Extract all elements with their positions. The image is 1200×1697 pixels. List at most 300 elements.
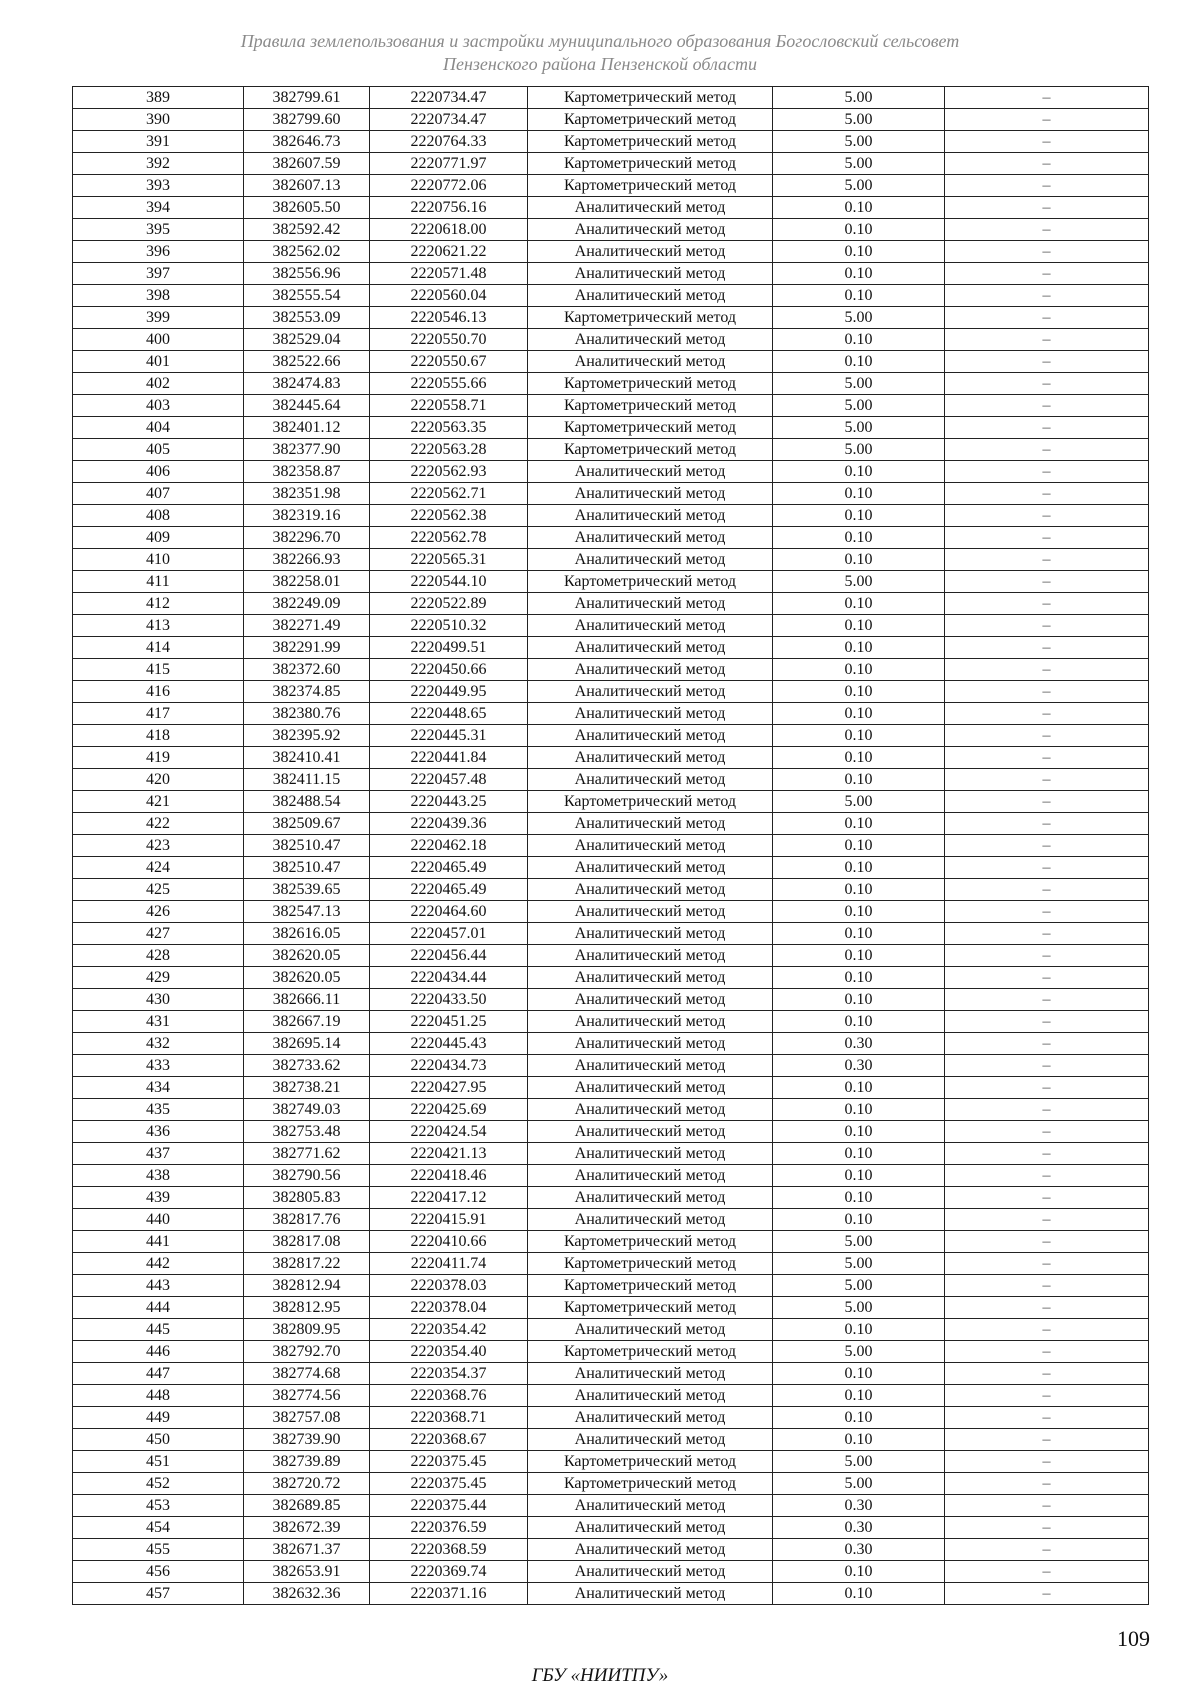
table-row <box>73 791 1149 813</box>
x-coordinate-cell: 382620.05 <box>244 945 370 967</box>
accuracy-cell: 5.00 <box>773 153 945 175</box>
note-cell: – <box>945 1033 1149 1055</box>
method-cell: Аналитический метод <box>528 989 773 1011</box>
method-cell: Аналитический метод <box>528 549 773 571</box>
table-row <box>73 879 1149 901</box>
accuracy-cell: 0.10 <box>773 747 945 769</box>
note-cell: – <box>945 1385 1149 1407</box>
accuracy-cell: 0.10 <box>773 901 945 923</box>
point-number-cell: 397 <box>73 263 244 285</box>
method-cell: Аналитический метод <box>528 197 773 219</box>
table-row <box>73 1495 1149 1517</box>
method-cell: Картометрический метод <box>528 1253 773 1275</box>
x-coordinate-cell: 382401.12 <box>244 417 370 439</box>
method-cell: Аналитический метод <box>528 1363 773 1385</box>
point-number-cell: 444 <box>73 1297 244 1319</box>
note-cell: – <box>945 131 1149 153</box>
method-cell: Аналитический метод <box>528 593 773 615</box>
accuracy-cell: 5.00 <box>773 131 945 153</box>
point-number-cell: 392 <box>73 153 244 175</box>
point-number-cell: 436 <box>73 1121 244 1143</box>
y-coordinate-cell: 2220465.49 <box>370 879 528 901</box>
note-cell: – <box>945 769 1149 791</box>
accuracy-cell: 0.10 <box>773 483 945 505</box>
method-cell: Аналитический метод <box>528 1429 773 1451</box>
method-cell: Картометрический метод <box>528 1451 773 1473</box>
accuracy-cell: 0.10 <box>773 197 945 219</box>
method-cell: Аналитический метод <box>528 637 773 659</box>
point-number-cell: 455 <box>73 1539 244 1561</box>
table-row <box>73 373 1149 395</box>
method-cell: Аналитический метод <box>528 351 773 373</box>
y-coordinate-cell: 2220445.43 <box>370 1033 528 1055</box>
point-number-cell: 440 <box>73 1209 244 1231</box>
y-coordinate-cell: 2220621.22 <box>370 241 528 263</box>
note-cell: – <box>945 1561 1149 1583</box>
y-coordinate-cell: 2220433.50 <box>370 989 528 1011</box>
x-coordinate-cell: 382812.95 <box>244 1297 370 1319</box>
accuracy-cell: 0.10 <box>773 1385 945 1407</box>
x-coordinate-cell: 382372.60 <box>244 659 370 681</box>
accuracy-cell: 0.10 <box>773 835 945 857</box>
x-coordinate-cell: 382672.39 <box>244 1517 370 1539</box>
accuracy-cell: 0.10 <box>773 329 945 351</box>
note-cell: – <box>945 681 1149 703</box>
y-coordinate-cell: 2220544.10 <box>370 571 528 593</box>
note-cell: – <box>945 1143 1149 1165</box>
y-coordinate-cell: 2220465.49 <box>370 857 528 879</box>
y-coordinate-cell: 2220562.93 <box>370 461 528 483</box>
table-row <box>73 1451 1149 1473</box>
method-cell: Аналитический метод <box>528 1407 773 1429</box>
y-coordinate-cell: 2220734.47 <box>370 109 528 131</box>
point-number-cell: 389 <box>73 87 244 109</box>
method-cell: Аналитический метод <box>528 725 773 747</box>
method-cell: Аналитический метод <box>528 1495 773 1517</box>
x-coordinate-cell: 382671.37 <box>244 1539 370 1561</box>
y-coordinate-cell: 2220457.48 <box>370 769 528 791</box>
x-coordinate-cell: 382374.85 <box>244 681 370 703</box>
table-row <box>73 307 1149 329</box>
accuracy-cell: 0.10 <box>773 1077 945 1099</box>
point-number-cell: 454 <box>73 1517 244 1539</box>
accuracy-cell: 0.30 <box>773 1033 945 1055</box>
point-number-cell: 452 <box>73 1473 244 1495</box>
point-number-cell: 417 <box>73 703 244 725</box>
x-coordinate-cell: 382553.09 <box>244 307 370 329</box>
note-cell: – <box>945 1275 1149 1297</box>
y-coordinate-cell: 2220375.45 <box>370 1473 528 1495</box>
method-cell: Картометрический метод <box>528 175 773 197</box>
point-number-cell: 439 <box>73 1187 244 1209</box>
point-number-cell: 428 <box>73 945 244 967</box>
method-cell: Аналитический метод <box>528 263 773 285</box>
method-cell: Картометрический метод <box>528 109 773 131</box>
x-coordinate-cell: 382799.60 <box>244 109 370 131</box>
note-cell: – <box>945 153 1149 175</box>
point-number-cell: 451 <box>73 1451 244 1473</box>
method-cell: Аналитический метод <box>528 1209 773 1231</box>
accuracy-cell: 0.10 <box>773 549 945 571</box>
y-coordinate-cell: 2220560.04 <box>370 285 528 307</box>
table-row <box>73 1187 1149 1209</box>
y-coordinate-cell: 2220434.44 <box>370 967 528 989</box>
accuracy-cell: 5.00 <box>773 1231 945 1253</box>
point-number-cell: 394 <box>73 197 244 219</box>
accuracy-cell: 5.00 <box>773 791 945 813</box>
accuracy-cell: 0.10 <box>773 659 945 681</box>
x-coordinate-cell: 382817.08 <box>244 1231 370 1253</box>
accuracy-cell: 5.00 <box>773 439 945 461</box>
note-cell: – <box>945 1363 1149 1385</box>
accuracy-cell: 5.00 <box>773 1451 945 1473</box>
y-coordinate-cell: 2220571.48 <box>370 263 528 285</box>
accuracy-cell: 0.10 <box>773 285 945 307</box>
table-row <box>73 1165 1149 1187</box>
y-coordinate-cell: 2220510.32 <box>370 615 528 637</box>
accuracy-cell: 5.00 <box>773 417 945 439</box>
point-number-cell: 433 <box>73 1055 244 1077</box>
y-coordinate-cell: 2220618.00 <box>370 219 528 241</box>
table-row <box>73 1319 1149 1341</box>
note-cell: – <box>945 1407 1149 1429</box>
accuracy-cell: 0.30 <box>773 1055 945 1077</box>
y-coordinate-cell: 2220378.04 <box>370 1297 528 1319</box>
x-coordinate-cell: 382817.76 <box>244 1209 370 1231</box>
accuracy-cell: 5.00 <box>773 1253 945 1275</box>
x-coordinate-cell: 382739.90 <box>244 1429 370 1451</box>
point-number-cell: 442 <box>73 1253 244 1275</box>
y-coordinate-cell: 2220550.67 <box>370 351 528 373</box>
note-cell: – <box>945 813 1149 835</box>
accuracy-cell: 0.30 <box>773 1517 945 1539</box>
note-cell: – <box>945 307 1149 329</box>
table-row <box>73 285 1149 307</box>
method-cell: Аналитический метод <box>528 1077 773 1099</box>
y-coordinate-cell: 2220417.12 <box>370 1187 528 1209</box>
method-cell: Картометрический метод <box>528 87 773 109</box>
x-coordinate-cell: 382271.49 <box>244 615 370 637</box>
x-coordinate-cell: 382411.15 <box>244 769 370 791</box>
x-coordinate-cell: 382555.54 <box>244 285 370 307</box>
y-coordinate-cell: 2220368.71 <box>370 1407 528 1429</box>
point-number-cell: 446 <box>73 1341 244 1363</box>
x-coordinate-cell: 382377.90 <box>244 439 370 461</box>
accuracy-cell: 5.00 <box>773 87 945 109</box>
table-row <box>73 1121 1149 1143</box>
table-row <box>73 747 1149 769</box>
table-row <box>73 1253 1149 1275</box>
note-cell: – <box>945 175 1149 197</box>
method-cell: Аналитический метод <box>528 1143 773 1165</box>
note-cell: – <box>945 659 1149 681</box>
note-cell: – <box>945 461 1149 483</box>
table-row <box>73 901 1149 923</box>
table-row <box>73 175 1149 197</box>
point-number-cell: 450 <box>73 1429 244 1451</box>
point-number-cell: 409 <box>73 527 244 549</box>
x-coordinate-cell: 382771.62 <box>244 1143 370 1165</box>
method-cell: Аналитический метод <box>528 1539 773 1561</box>
point-number-cell: 391 <box>73 131 244 153</box>
point-number-cell: 429 <box>73 967 244 989</box>
y-coordinate-cell: 2220558.71 <box>370 395 528 417</box>
note-cell: – <box>945 549 1149 571</box>
method-cell: Аналитический метод <box>528 1583 773 1605</box>
x-coordinate-cell: 382632.36 <box>244 1583 370 1605</box>
method-cell: Картометрический метод <box>528 1473 773 1495</box>
table-row <box>73 549 1149 571</box>
table-row <box>73 1055 1149 1077</box>
note-cell: – <box>945 1055 1149 1077</box>
note-cell: – <box>945 945 1149 967</box>
accuracy-cell: 0.10 <box>773 1363 945 1385</box>
point-number-cell: 447 <box>73 1363 244 1385</box>
note-cell: – <box>945 857 1149 879</box>
method-cell: Картометрический метод <box>528 439 773 461</box>
point-number-cell: 420 <box>73 769 244 791</box>
point-number-cell: 414 <box>73 637 244 659</box>
table-row <box>73 483 1149 505</box>
method-cell: Аналитический метод <box>528 1165 773 1187</box>
point-number-cell: 410 <box>73 549 244 571</box>
x-coordinate-cell: 382733.62 <box>244 1055 370 1077</box>
note-cell: – <box>945 747 1149 769</box>
accuracy-cell: 0.10 <box>773 1165 945 1187</box>
y-coordinate-cell: 2220354.37 <box>370 1363 528 1385</box>
table-row <box>73 1275 1149 1297</box>
x-coordinate-cell: 382291.99 <box>244 637 370 659</box>
x-coordinate-cell: 382689.85 <box>244 1495 370 1517</box>
table-row <box>73 593 1149 615</box>
x-coordinate-cell: 382753.48 <box>244 1121 370 1143</box>
table-row <box>73 681 1149 703</box>
table-row <box>73 967 1149 989</box>
x-coordinate-cell: 382620.05 <box>244 967 370 989</box>
accuracy-cell: 0.10 <box>773 945 945 967</box>
x-coordinate-cell: 382605.50 <box>244 197 370 219</box>
method-cell: Аналитический метод <box>528 659 773 681</box>
x-coordinate-cell: 382774.56 <box>244 1385 370 1407</box>
point-number-cell: 432 <box>73 1033 244 1055</box>
table-row <box>73 923 1149 945</box>
accuracy-cell: 5.00 <box>773 1297 945 1319</box>
point-number-cell: 415 <box>73 659 244 681</box>
table-row <box>73 659 1149 681</box>
note-cell: – <box>945 1429 1149 1451</box>
accuracy-cell: 0.30 <box>773 1539 945 1561</box>
method-cell: Картометрический метод <box>528 1231 773 1253</box>
method-cell: Картометрический метод <box>528 417 773 439</box>
table-row <box>73 571 1149 593</box>
x-coordinate-cell: 382509.67 <box>244 813 370 835</box>
method-cell: Картометрический метод <box>528 395 773 417</box>
note-cell: – <box>945 219 1149 241</box>
table-row <box>73 1297 1149 1319</box>
table-row <box>73 1561 1149 1583</box>
y-coordinate-cell: 2220410.66 <box>370 1231 528 1253</box>
table-row <box>73 769 1149 791</box>
x-coordinate-cell: 382522.66 <box>244 351 370 373</box>
method-cell: Аналитический метод <box>528 1055 773 1077</box>
point-number-cell: 453 <box>73 1495 244 1517</box>
table-row <box>73 1033 1149 1055</box>
x-coordinate-cell: 382809.95 <box>244 1319 370 1341</box>
x-coordinate-cell: 382774.68 <box>244 1363 370 1385</box>
note-cell: – <box>945 1253 1149 1275</box>
y-coordinate-cell: 2220378.03 <box>370 1275 528 1297</box>
x-coordinate-cell: 382749.03 <box>244 1099 370 1121</box>
table-row <box>73 725 1149 747</box>
y-coordinate-cell: 2220522.89 <box>370 593 528 615</box>
x-coordinate-cell: 382653.91 <box>244 1561 370 1583</box>
x-coordinate-cell: 382592.42 <box>244 219 370 241</box>
method-cell: Аналитический метод <box>528 769 773 791</box>
table-row <box>73 1407 1149 1429</box>
table-row <box>73 1363 1149 1385</box>
method-cell: Аналитический метод <box>528 219 773 241</box>
x-coordinate-cell: 382556.96 <box>244 263 370 285</box>
method-cell: Аналитический метод <box>528 923 773 945</box>
note-cell: – <box>945 725 1149 747</box>
table-row <box>73 945 1149 967</box>
accuracy-cell: 0.10 <box>773 1187 945 1209</box>
note-cell: – <box>945 109 1149 131</box>
method-cell: Картометрический метод <box>528 1297 773 1319</box>
y-coordinate-cell: 2220562.38 <box>370 505 528 527</box>
y-coordinate-cell: 2220427.95 <box>370 1077 528 1099</box>
table-row <box>73 1231 1149 1253</box>
table-row <box>73 1077 1149 1099</box>
y-coordinate-cell: 2220734.47 <box>370 87 528 109</box>
method-cell: Аналитический метод <box>528 285 773 307</box>
table-row <box>73 219 1149 241</box>
table-row <box>73 241 1149 263</box>
table-row <box>73 505 1149 527</box>
method-cell: Аналитический метод <box>528 835 773 857</box>
method-cell: Аналитический метод <box>528 681 773 703</box>
method-cell: Аналитический метод <box>528 1011 773 1033</box>
method-cell: Аналитический метод <box>528 241 773 263</box>
y-coordinate-cell: 2220499.51 <box>370 637 528 659</box>
page-number: 109 <box>1117 1626 1150 1651</box>
method-cell: Картометрический метод <box>528 791 773 813</box>
y-coordinate-cell: 2220448.65 <box>370 703 528 725</box>
y-coordinate-cell: 2220456.44 <box>370 945 528 967</box>
x-coordinate-cell: 382607.59 <box>244 153 370 175</box>
x-coordinate-cell: 382395.92 <box>244 725 370 747</box>
point-number-cell: 448 <box>73 1385 244 1407</box>
point-number-cell: 408 <box>73 505 244 527</box>
accuracy-cell: 0.10 <box>773 813 945 835</box>
accuracy-cell: 5.00 <box>773 1341 945 1363</box>
note-cell: – <box>945 571 1149 593</box>
y-coordinate-cell: 2220450.66 <box>370 659 528 681</box>
y-coordinate-cell: 2220457.01 <box>370 923 528 945</box>
method-cell: Аналитический метод <box>528 945 773 967</box>
y-coordinate-cell: 2220411.74 <box>370 1253 528 1275</box>
y-coordinate-cell: 2220563.35 <box>370 417 528 439</box>
note-cell: – <box>945 285 1149 307</box>
y-coordinate-cell: 2220464.60 <box>370 901 528 923</box>
point-number-cell: 406 <box>73 461 244 483</box>
y-coordinate-cell: 2220451.25 <box>370 1011 528 1033</box>
point-number-cell: 403 <box>73 395 244 417</box>
note-cell: – <box>945 417 1149 439</box>
point-number-cell: 425 <box>73 879 244 901</box>
table-row <box>73 835 1149 857</box>
method-cell: Аналитический метод <box>528 813 773 835</box>
x-coordinate-cell: 382319.16 <box>244 505 370 527</box>
accuracy-cell: 0.10 <box>773 219 945 241</box>
x-coordinate-cell: 382799.61 <box>244 87 370 109</box>
note-cell: – <box>945 351 1149 373</box>
accuracy-cell: 0.10 <box>773 1143 945 1165</box>
x-coordinate-cell: 382805.83 <box>244 1187 370 1209</box>
point-number-cell: 430 <box>73 989 244 1011</box>
x-coordinate-cell: 382695.14 <box>244 1033 370 1055</box>
note-cell: – <box>945 1187 1149 1209</box>
y-coordinate-cell: 2220550.70 <box>370 329 528 351</box>
point-number-cell: 398 <box>73 285 244 307</box>
note-cell: – <box>945 373 1149 395</box>
x-coordinate-cell: 382410.41 <box>244 747 370 769</box>
method-cell: Картометрический метод <box>528 307 773 329</box>
point-number-cell: 418 <box>73 725 244 747</box>
note-cell: – <box>945 527 1149 549</box>
accuracy-cell: 0.10 <box>773 1319 945 1341</box>
accuracy-cell: 0.10 <box>773 1099 945 1121</box>
y-coordinate-cell: 2220354.40 <box>370 1341 528 1363</box>
accuracy-cell: 0.10 <box>773 681 945 703</box>
y-coordinate-cell: 2220415.91 <box>370 1209 528 1231</box>
table-row <box>73 263 1149 285</box>
x-coordinate-cell: 382738.21 <box>244 1077 370 1099</box>
point-number-cell: 427 <box>73 923 244 945</box>
point-number-cell: 424 <box>73 857 244 879</box>
point-number-cell: 395 <box>73 219 244 241</box>
method-cell: Аналитический метод <box>528 505 773 527</box>
point-number-cell: 407 <box>73 483 244 505</box>
accuracy-cell: 0.10 <box>773 879 945 901</box>
point-number-cell: 399 <box>73 307 244 329</box>
method-cell: Аналитический метод <box>528 1517 773 1539</box>
x-coordinate-cell: 382296.70 <box>244 527 370 549</box>
accuracy-cell: 5.00 <box>773 1275 945 1297</box>
accuracy-cell: 0.10 <box>773 461 945 483</box>
y-coordinate-cell: 2220764.33 <box>370 131 528 153</box>
x-coordinate-cell: 382539.65 <box>244 879 370 901</box>
x-coordinate-cell: 382646.73 <box>244 131 370 153</box>
point-number-cell: 400 <box>73 329 244 351</box>
method-cell: Аналитический метод <box>528 857 773 879</box>
accuracy-cell: 5.00 <box>773 307 945 329</box>
method-cell: Аналитический метод <box>528 703 773 725</box>
method-cell: Картометрический метод <box>528 1275 773 1297</box>
accuracy-cell: 5.00 <box>773 395 945 417</box>
y-coordinate-cell: 2220376.59 <box>370 1517 528 1539</box>
x-coordinate-cell: 382720.72 <box>244 1473 370 1495</box>
note-cell: – <box>945 1583 1149 1605</box>
point-number-cell: 421 <box>73 791 244 813</box>
note-cell: – <box>945 879 1149 901</box>
note-cell: – <box>945 703 1149 725</box>
note-cell: – <box>945 1121 1149 1143</box>
y-coordinate-cell: 2220354.42 <box>370 1319 528 1341</box>
point-number-cell: 411 <box>73 571 244 593</box>
method-cell: Аналитический метод <box>528 879 773 901</box>
x-coordinate-cell: 382790.56 <box>244 1165 370 1187</box>
